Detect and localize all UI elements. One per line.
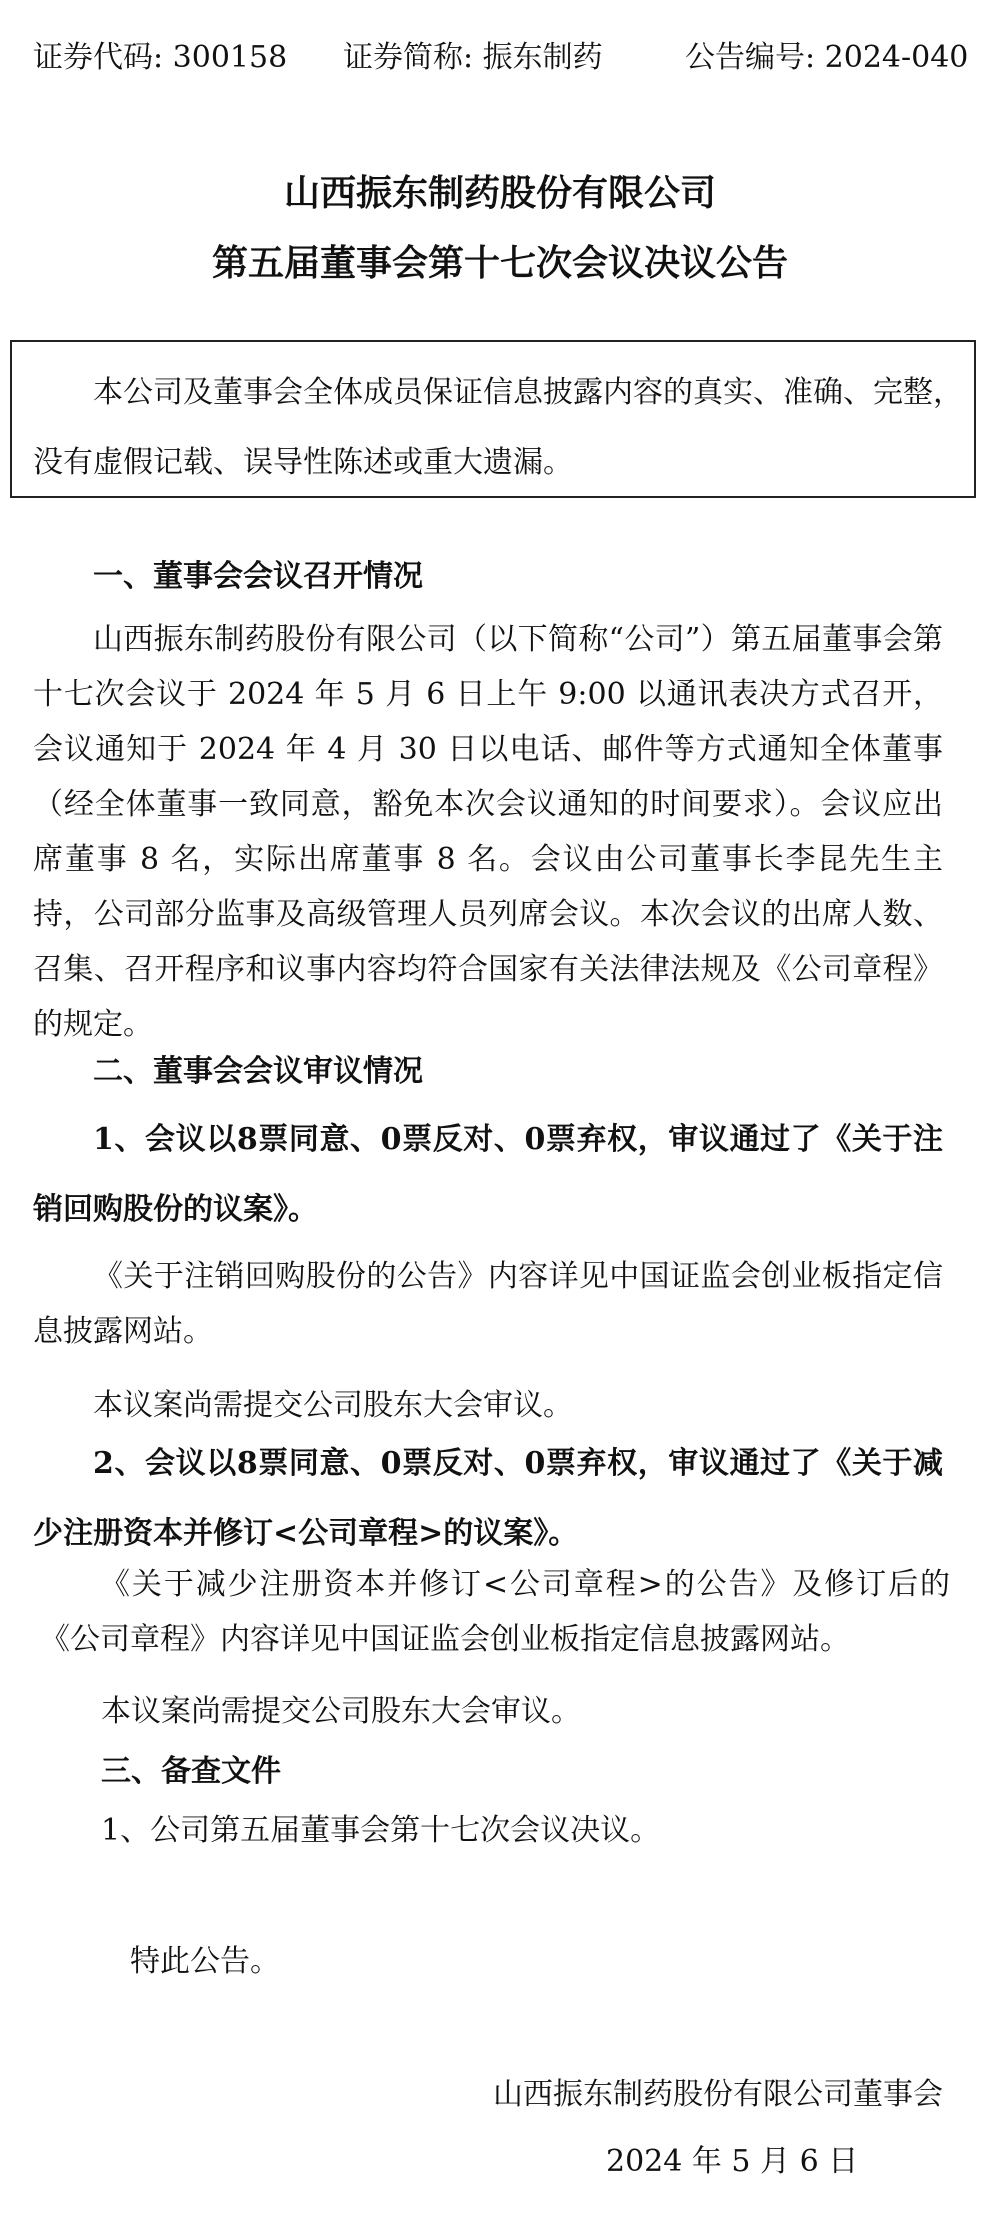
section-1-body: 山西振东制药股份有限公司（以下简称“公司”）第五届董事会第十七次会议于 2024 年 5 月 6 日上午 9:00 以通讯表决方式召开，会议通知于 2024 年 4 月 30 日以电话、邮件等方式通知全体董事（经全体董事一致同意，豁免本次会议通知的时间要求）。会议应出席董事 8 名，实际出席董事 8 名。会议由公司董事长李昆先生主持，公司部分监事及高级管理人员列席会议。本次会议的出席人数、召集、召开程序和议事内容均符合国家有关法律法规及《公司章程》的规定。: [33, 622, 943, 1042]
notice-number: 公告编号: 2024-040: [685, 40, 969, 75]
section-1-heading: 一、董事会会议召开情况: [93, 559, 423, 594]
reference-document: 1、公司第五届董事会第十七次会议决议。: [101, 1813, 661, 1848]
closing-statement: 特此公告。: [130, 1944, 280, 1979]
item-1-title: 1、会议以8票同意、0票反对、0票弃权，审议通过了《关于注销回购股份的议案》。: [33, 1122, 943, 1227]
item-1-note: 本议案尚需提交公司股东大会审议。: [93, 1388, 573, 1423]
item-2-title: 2、会议以8票同意、0票反对、0票弃权，审议通过了《关于减少注册资本并修订<公司章程>的议案》。: [33, 1446, 943, 1551]
declaration-line-1: 本公司及董事会全体成员保证信息披露内容的真实、准确、完整，: [93, 375, 963, 410]
stock-code: 证券代码: 300158: [33, 40, 288, 75]
signature-date: 2024 年 5 月 6 日: [606, 2144, 859, 2179]
notice-title: 第五届董事会第十七次会议决议公告: [211, 242, 788, 284]
declaration-line-2: 没有虚假记载、误导性陈述或重大遗漏。: [33, 445, 573, 480]
section-3-heading: 三、备查文件: [101, 1754, 281, 1789]
item-2-detail: 《关于减少注册资本并修订<公司章程>的公告》及修订后的《公司章程》内容详见中国证监会创业板指定信息披露网站。: [40, 1567, 950, 1657]
stock-short-name: 证券简称: 振东制药: [343, 40, 603, 75]
section-2-heading: 二、董事会会议审议情况: [93, 1054, 423, 1089]
signature-org: 山西振东制药股份有限公司董事会: [493, 2077, 943, 2112]
item-1-detail: 《关于注销回购股份的公告》内容详见中国证监会创业板指定信息披露网站。: [33, 1259, 943, 1349]
item-2-note: 本议案尚需提交公司股东大会审议。: [101, 1694, 581, 1729]
company-title: 山西振东制药股份有限公司: [283, 172, 716, 214]
